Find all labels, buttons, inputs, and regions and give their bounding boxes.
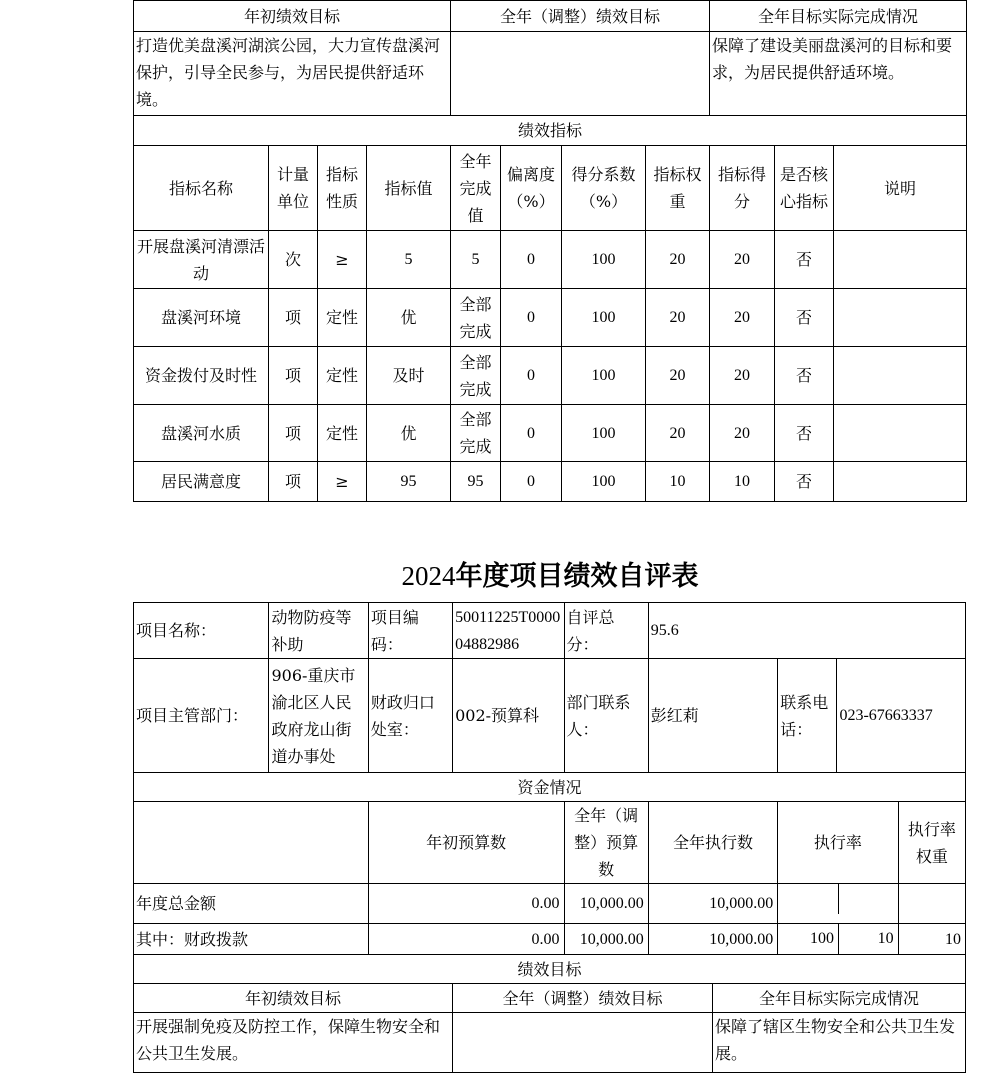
project-name-value: 动物防疫等补助 [269, 603, 368, 659]
finance-value: 002-预算科 [453, 659, 564, 773]
cell: ≥ [318, 231, 367, 289]
cell: 20 [710, 347, 775, 405]
cell: 100 [562, 231, 646, 289]
col-header: 全年完成值 [451, 146, 501, 231]
col-header: 指标得分 [710, 146, 775, 231]
cell: 0 [501, 462, 562, 502]
project-name-label: 项目名称： [134, 603, 269, 659]
actual-completion-text: 保障了建设美丽盘溪河的目标和要求，为居民提供舒适环境。 [710, 32, 967, 116]
fund-cell: 10,000.00 [648, 924, 777, 955]
cell: 20 [710, 405, 775, 462]
page-title [0, 554, 1000, 593]
cell: 100 [562, 289, 646, 347]
cell: 0 [501, 231, 562, 289]
fund-cell [778, 924, 898, 955]
annual-goal-header: 全年（调整）绩效目标 [453, 984, 713, 1013]
fund-cell [898, 884, 965, 924]
cell: 否 [775, 347, 834, 405]
cell: 20 [646, 347, 710, 405]
cell: 100 [562, 347, 646, 405]
goals-section-title: 绩效目标 [134, 955, 966, 984]
phone-label: 联系电话： [778, 659, 837, 773]
cell: 定性 [318, 405, 367, 462]
cell: 0 [501, 405, 562, 462]
table-row [134, 231, 967, 289]
funds-section-title: 资金情况 [134, 773, 966, 802]
initial-goal-text: 开展强制免疫及防控工作，保障生物安全和公共卫生发展。 [134, 1013, 453, 1073]
cell: 10 [646, 462, 710, 502]
fund-header-blank [134, 802, 369, 884]
cell: 全部完成 [451, 347, 501, 405]
cell: 居民满意度 [134, 462, 269, 502]
col-header: 指标性质 [318, 146, 367, 231]
col-header: 得分系数（%） [562, 146, 646, 231]
cell: 全部完成 [451, 289, 501, 347]
fund-rate: 100 [809, 930, 834, 947]
project-self-evaluation-table [133, 602, 966, 1073]
contact-label: 部门联系人： [564, 659, 648, 773]
fund-col-header: 执行率权重 [898, 802, 965, 884]
fund-col-header: 全年执行数 [648, 802, 777, 884]
table-row [134, 405, 967, 462]
col-header: 是否核心指标 [775, 146, 834, 231]
dept-label: 项目主管部门： [134, 659, 269, 773]
cell: 否 [775, 462, 834, 502]
cell: 定性 [318, 347, 367, 405]
cell: 项 [269, 347, 318, 405]
actual-completion-header: 全年目标实际完成情况 [710, 1, 967, 32]
fund-cell: 10,000.00 [564, 924, 648, 955]
fund-row-label: 其中：财政拨款 [134, 924, 369, 955]
fund-cell: 0.00 [368, 884, 564, 924]
cell: 项 [269, 289, 318, 347]
col-header: 计量单位 [269, 146, 318, 231]
col-header: 指标权重 [646, 146, 710, 231]
fund-cell: 10,000.00 [564, 884, 648, 924]
cell: 0 [501, 347, 562, 405]
fund-row-label: 年度总金额 [134, 884, 369, 924]
project-code-value: 50011225T000004882986 [453, 603, 564, 659]
title-text: 年度项目绩效自评表 [455, 561, 699, 592]
initial-goal-header: 年初绩效目标 [134, 984, 453, 1013]
fund-cell: 10,000.00 [648, 884, 777, 924]
cell: 项 [269, 405, 318, 462]
dept-value: 906-重庆市渝北区人民政府龙山街道办事处 [269, 659, 368, 773]
table-row [134, 924, 966, 955]
initial-goal-text: 打造优美盘溪河湖滨公园，大力宣传盘溪河保护，引导全民参与，为居民提供舒适环境。 [134, 32, 451, 116]
table-row [134, 462, 967, 502]
fund-col-header: 全年（调整）预算数 [564, 802, 648, 884]
cell: 开展盘溪河清漂活动 [134, 231, 269, 289]
score-value: 95.6 [648, 603, 965, 659]
cell: 100 [562, 405, 646, 462]
table-row [134, 347, 967, 405]
cell: 95 [367, 462, 451, 502]
cell: 全部完成 [451, 405, 501, 462]
cell: 20 [710, 289, 775, 347]
actual-completion-text: 保障了辖区生物安全和公共卫生发展。 [713, 1013, 966, 1073]
cell [834, 231, 967, 289]
table-row [134, 884, 966, 924]
cell: 95 [451, 462, 501, 502]
col-header: 偏离度（%） [501, 146, 562, 231]
cell: 20 [646, 231, 710, 289]
finance-label: 财政归口处室： [368, 659, 452, 773]
contact-value: 彭红莉 [648, 659, 777, 773]
cell: 5 [367, 231, 451, 289]
cell: 定性 [318, 289, 367, 347]
table-row [134, 289, 967, 347]
score-label: 自评总分： [564, 603, 648, 659]
cell: 否 [775, 405, 834, 462]
cell: 项 [269, 462, 318, 502]
project-code-label: 项目编码： [368, 603, 452, 659]
cell [834, 347, 967, 405]
col-header: 说明 [834, 146, 967, 231]
cell: 优 [367, 405, 451, 462]
cell: 盘溪河环境 [134, 289, 269, 347]
cell: 资金拨付及时性 [134, 347, 269, 405]
fund-cell: 10 [898, 924, 965, 955]
cell: 盘溪河水质 [134, 405, 269, 462]
cell [834, 289, 967, 347]
cell [834, 462, 967, 502]
cell: 100 [562, 462, 646, 502]
annual-goal-text [451, 32, 710, 116]
cell: 20 [646, 405, 710, 462]
fund-cell: 0.00 [368, 924, 564, 955]
initial-goal-header: 年初绩效目标 [134, 1, 451, 32]
cell: 10 [710, 462, 775, 502]
phone-value: 023-67663337 [837, 659, 966, 773]
fund-col-header: 执行率 [778, 802, 898, 884]
cell: 否 [775, 289, 834, 347]
cell: 次 [269, 231, 318, 289]
cell: 及时 [367, 347, 451, 405]
cell: 20 [710, 231, 775, 289]
cell: 5 [451, 231, 501, 289]
fund-cell [778, 884, 898, 924]
fund-col-header: 年初预算数 [368, 802, 564, 884]
actual-completion-header: 全年目标实际完成情况 [713, 984, 966, 1013]
title-year: 2024 [401, 561, 456, 591]
cell [834, 405, 967, 462]
annual-goal-text [453, 1013, 713, 1073]
cell: 20 [646, 289, 710, 347]
fund-weight: 10 [838, 924, 898, 954]
annual-goal-header: 全年（调整）绩效目标 [451, 1, 710, 32]
cell: 优 [367, 289, 451, 347]
cell: 否 [775, 231, 834, 289]
cell: 0 [501, 289, 562, 347]
col-header: 指标名称 [134, 146, 269, 231]
col-header: 指标值 [367, 146, 451, 231]
fund-weight [838, 884, 898, 914]
indicators-section-title: 绩效指标 [134, 116, 967, 146]
performance-indicators-table [133, 0, 967, 502]
cell: ≥ [318, 462, 367, 502]
